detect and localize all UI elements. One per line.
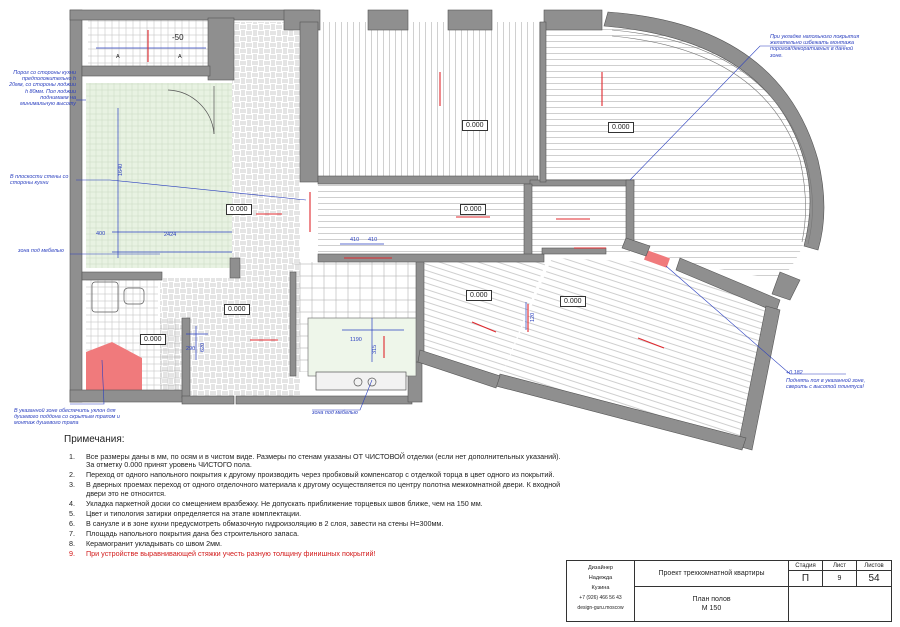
balcony-floor [88, 18, 210, 68]
sheet-title-cell [635, 587, 789, 621]
note-text: В санузле и в зоне кухни предусмотреть обмазочную гидроизоляцию в 2 слоя, завести на стены Н=300мм. [86, 518, 444, 528]
note-text: Площадь напольного покрытия дана без строительного запаса. [86, 528, 300, 538]
level-corridor: 0.000 [460, 204, 486, 215]
dim-400: 400 [96, 231, 106, 237]
note-text: В дверных проемах переход от одного отделочного материала к другому осуществляется по центру полотна межкомнатной двери. К входной двери это не относится. [86, 480, 561, 498]
annotation-furniture-zone-2: зона под мебелью [312, 410, 358, 416]
annotation-raise-note: Поднять пол в указанной зоне, сверить с высотой плинтуса! [786, 378, 866, 391]
stage-header: Стадия [789, 561, 823, 571]
dim-410-b: 410 [368, 237, 378, 243]
note-number: 4. [69, 498, 75, 508]
designer-last-name: Кузина [591, 585, 610, 591]
designer-first-name: Надежда [588, 575, 613, 581]
dim-290: 290 [186, 346, 196, 352]
note-number: 9. [69, 548, 75, 558]
note-number: 1. [69, 452, 75, 461]
designer-site: design-guru.moscow [577, 605, 624, 611]
project-title-cell [635, 561, 789, 587]
note-text: Керамогранит укладывать со швом 2мм. [86, 538, 222, 548]
note-number: 6. [69, 518, 75, 528]
annotation-top-right: При укладке напольного покрытия желательно избежать монтажа порогов/декоративных в данной зоне. [770, 34, 860, 59]
designer-phone: +7 (926) 466 56 43 [579, 595, 622, 601]
note-text: Переход от одного напольного покрытия к другому производить через пробковый компенсатор с отделкой торца в цвет одного из покрытий. [86, 470, 555, 480]
dim-620: 620 [200, 342, 206, 352]
note-number: 8. [69, 538, 75, 548]
sheet-scale: М 150 [701, 605, 722, 612]
annotation-balcony-floor: Порог со стороны кухни предположительно h 20мм, со стороны лоджии h 80мм. Пол лоджии поднимаем на минимальную высоту [9, 70, 76, 108]
dim-120: 120 [530, 312, 536, 322]
note-item [64, 510, 564, 518]
annotation-raise-level: +0.182 [786, 370, 803, 376]
note-text: При устройстве выравнивающей стяжки учесть разную толщину финишных покрытий! [86, 548, 376, 558]
dim-410-a: 410 [350, 237, 360, 243]
level-bath: 0.000 [140, 334, 166, 345]
notes-title: Примечания: [64, 434, 125, 445]
dim-balcony-offset: -50 [172, 33, 184, 42]
dim-315: 315 [372, 344, 378, 354]
dim-mark-a-1: А [116, 54, 120, 60]
note-item [64, 540, 564, 548]
dim-mark-a-2: А [178, 54, 182, 60]
dim-2424: 2424 [164, 232, 177, 238]
note-number: 5. [69, 508, 75, 518]
note-item [64, 471, 564, 479]
dim-1190: 1190 [350, 337, 362, 343]
stage-value: П [789, 571, 823, 587]
annotation-kitchen-wall: В плоскости стены со стороны кухни [10, 174, 69, 187]
room-top-floor [318, 22, 544, 182]
corridor-planks [318, 184, 530, 256]
note-text: Все размеры даны в мм, по осям и в чистом виде. Размеры по стенам указаны ОТ ЧИСТОВОЙ отделки (если нет дополнительных указаний). За отметку 0.000 принят уровень ЧИСТОГО пола. [86, 452, 561, 470]
sheets-value: 54 [857, 571, 891, 587]
note-item [64, 530, 564, 538]
sheets-header: Листов [857, 561, 891, 571]
designer-role: Дизайнер [587, 565, 614, 571]
level-kitchen: 0.000 [226, 204, 252, 215]
note-item [64, 500, 564, 508]
notes-block [64, 434, 564, 560]
sheet-value: 9 [823, 571, 857, 587]
level-room-top: 0.000 [462, 120, 488, 131]
note-text: Цвет и типология затирки определяется на этапе комплектации. [86, 508, 302, 518]
designer-cell [567, 561, 635, 621]
sheet-header: Лист [823, 561, 857, 571]
floor-zones [86, 18, 812, 440]
note-item [64, 453, 564, 470]
note-item-warning [64, 550, 564, 558]
title-block [566, 560, 892, 622]
corridor-floor [232, 22, 300, 278]
kitchen-floor [86, 83, 232, 268]
note-number: 7. [69, 528, 75, 538]
project-title: Проект трехкомнатной квартиры [658, 570, 765, 577]
note-number: 3. [69, 480, 75, 490]
level-room-right: 0.000 [608, 122, 634, 133]
note-number: 2. [69, 470, 75, 480]
notes-list [64, 453, 564, 558]
level-hall: 0.000 [224, 304, 250, 315]
note-text: Укладка паркетной доски со смещением вразбежку. Не допускать приближение торцевых швов ближе, чем на 150 мм. [86, 498, 483, 508]
annotation-furniture-zone-1: зона под мебелью [18, 248, 64, 254]
sheet-title: План полов [692, 596, 731, 603]
dim-1640: 1640 [118, 163, 124, 176]
level-room-lower-left: 0.000 [466, 290, 492, 301]
note-item [64, 520, 564, 528]
note-item [64, 481, 564, 498]
level-room-lower-right: 0.000 [560, 296, 586, 307]
corridor-planks-2 [530, 184, 630, 256]
annotation-shower-zone: В указанной зоне обеспечить уклон для душевого поддона со скрытым трапом и монтаж душевого трапа [14, 408, 120, 427]
